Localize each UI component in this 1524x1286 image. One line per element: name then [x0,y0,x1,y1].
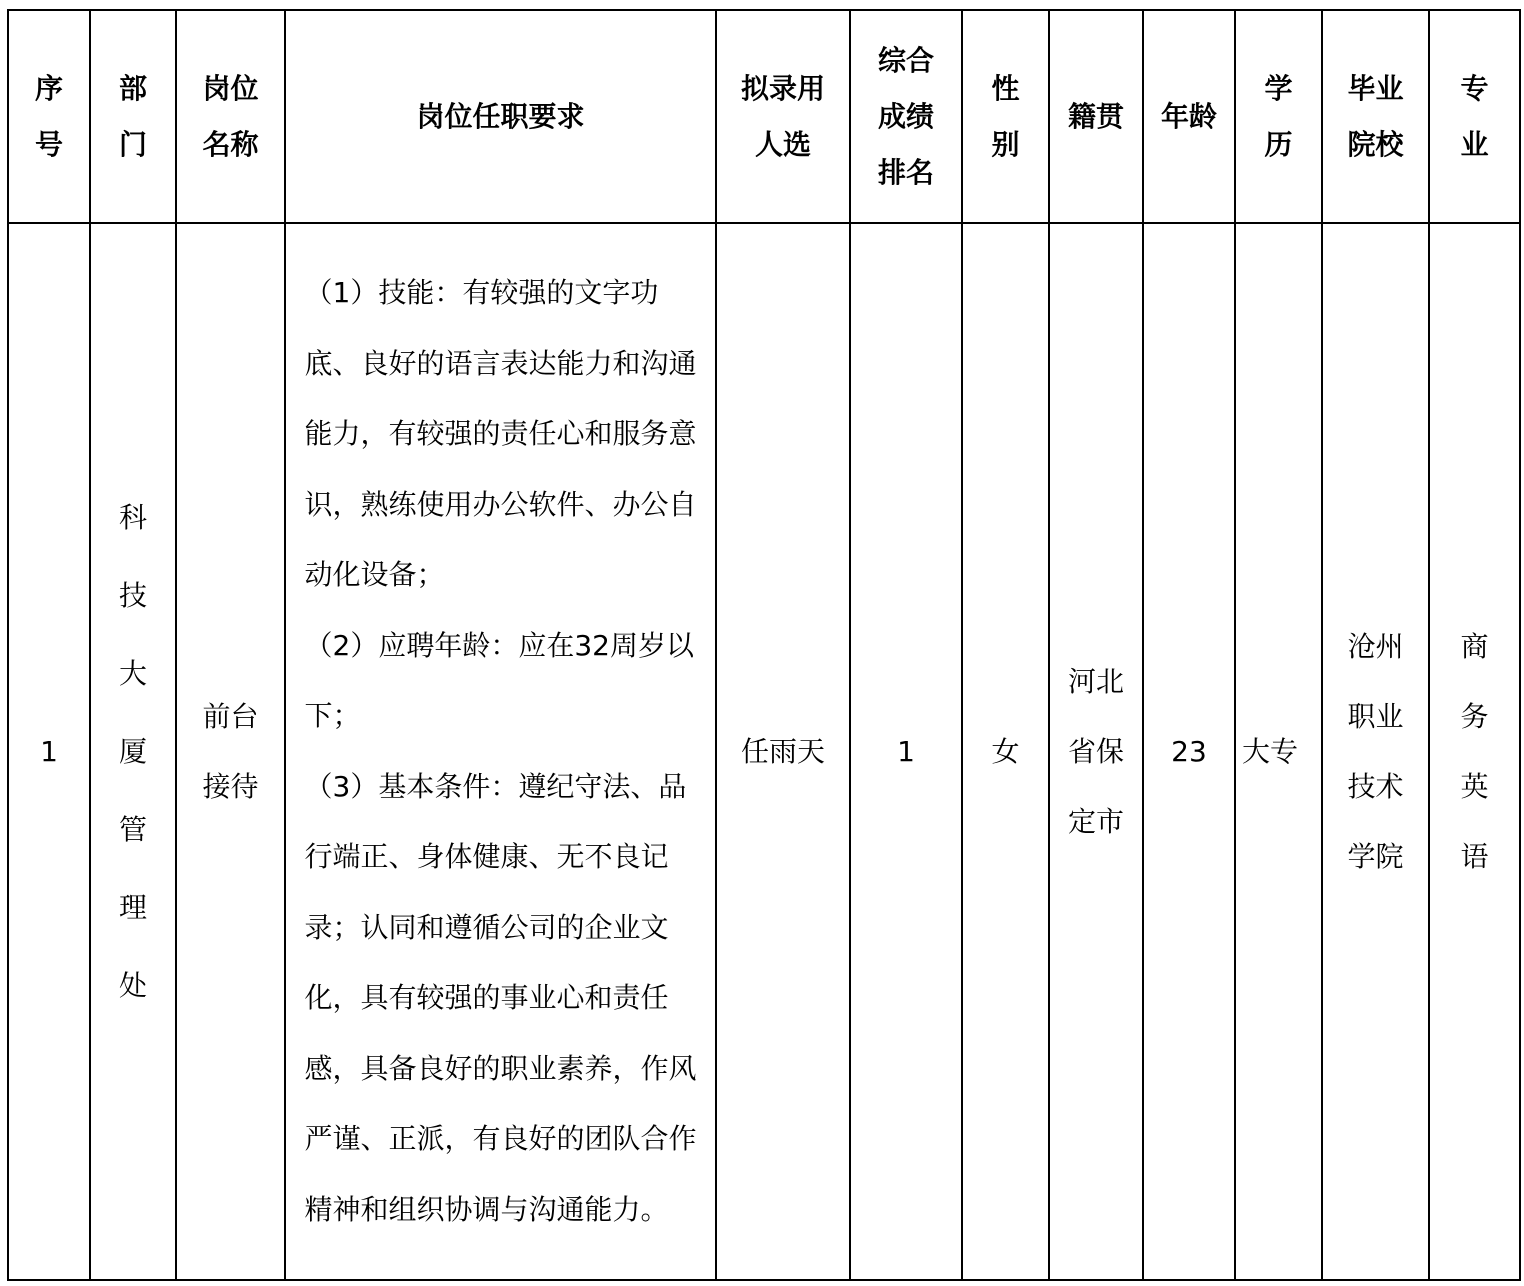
hiring-table [7,9,1521,1281]
requirement-skills: （1）技能：有较强的文字功底、良好的语言表达能力和沟通能力，有较强的责任心和服务意识，熟练使用办公软件、办公自动化设备； [304,276,697,591]
header-school: 毕业院校 [1322,10,1429,223]
header-row [8,10,1520,223]
header-education: 学历 [1235,10,1322,223]
cell-age: 23 [1143,223,1235,1280]
header-position: 岗位名称 [176,10,285,223]
header-dept: 部门 [90,10,176,223]
header-age: 年龄 [1143,10,1235,223]
cell-gender: 女 [962,223,1049,1280]
cell-dept: 科技大厦管理处 [90,223,176,1280]
cell-education: 大专 [1235,223,1322,1280]
cell-requirements [285,223,716,1280]
header-candidate: 拟录用人选 [716,10,850,223]
requirement-age: （2）应聘年龄：应在32周岁以下； [304,628,694,732]
cell-position: 前台接待 [176,223,285,1280]
cell-school: 沧州职业技术学院 [1322,223,1429,1280]
requirement-basic: （3）基本条件：遵纪守法、品行端正、身体健康、无不良记录；认同和遵循公司的企业文化，具有较强的事业心和责任感，具备良好的职业素养，作风严谨、正派，有良好的团队合作精神和组织协调与沟通能力。 [304,769,697,1226]
header-gender: 性别 [962,10,1049,223]
table-row [8,223,1520,1280]
header-requirements: 岗位任职要求 [285,10,716,223]
header-major: 专业 [1429,10,1520,223]
header-rank: 综合成绩排名 [850,10,962,223]
header-seq: 序号 [8,10,90,223]
header-origin: 籍贯 [1049,10,1143,223]
cell-origin: 河北省保定市 [1049,223,1143,1280]
cell-seq: 1 [8,223,90,1280]
cell-candidate: 任雨天 [716,223,850,1280]
cell-rank: 1 [850,223,962,1280]
cell-major: 商务英语 [1429,223,1520,1280]
